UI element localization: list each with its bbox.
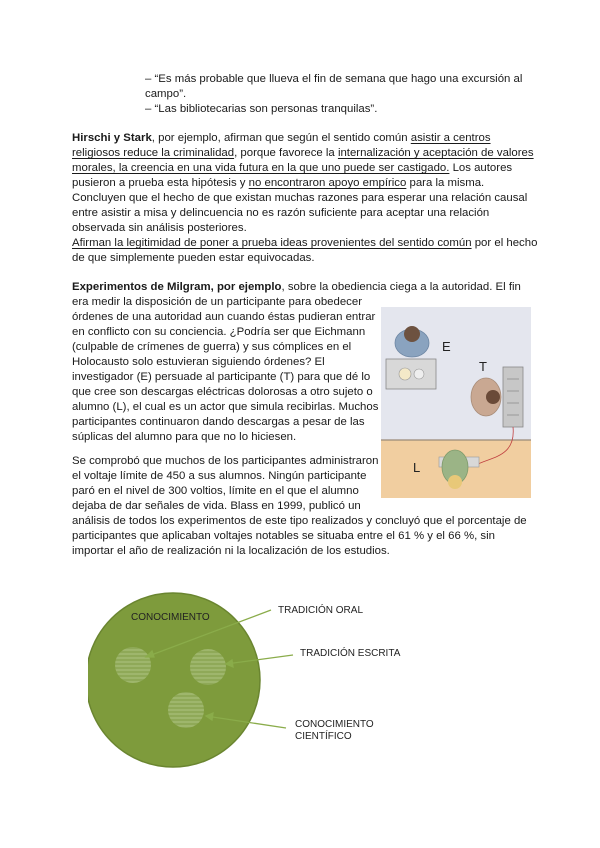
scientific-knowledge-label-2: CIENTÍFICO <box>295 731 352 742</box>
figure-label-t: T <box>479 359 487 374</box>
milgram-line: análisis de todos los experimentos de este tipo realizados y concluyó que el porcentaje de <box>72 515 527 527</box>
milgram-line: era medir la disposición de un participante para obedecer <box>72 296 363 308</box>
figure-label-e: E <box>442 339 451 354</box>
milgram-line: dejaba de dar señales de vida. Blass en 1999, publicó un <box>72 500 361 512</box>
milgram-line: investigador (E) persuade al participante (T) para que dé lo <box>72 371 371 383</box>
scientific-knowledge-label-1: CONOCIMIENTO <box>295 719 374 730</box>
experimenter-head <box>404 326 420 342</box>
hirschi-line-3: morales, la creencia en una vida futura en la que uno puede ser castigado. Los autores <box>72 162 513 174</box>
milgram-line: (culpable de crímenes de guerra) y sus cómplices en el <box>72 341 352 353</box>
scientific-knowledge-circle <box>168 692 204 728</box>
milgram-experiment-figure <box>381 307 531 498</box>
milgram-line: participantes continuaron dando descargas a pesar de las <box>72 416 365 428</box>
written-tradition-circle <box>190 649 226 685</box>
hirschi-line-2: religiosos reduce la criminalidad, porque favorece la internalización y aceptación de valores <box>72 147 534 159</box>
hirschi-line-5: Concluyen que el hecho de que existan muchas razones para esperar una relación causal <box>72 192 528 204</box>
oral-tradition-label: TRADICIÓN ORAL <box>278 605 364 616</box>
hirschi-line-9: de que simplemente pueden estar equivocadas. <box>72 252 315 264</box>
milgram-line: Se comprobó que muchos de los participantes administraron <box>72 455 379 467</box>
bullet-line-3: – “Las bibliotecarias son personas tranquilas”. <box>145 103 378 115</box>
milgram-line: alumno (L), el cual es un actor que simula recibirlas. Muchos <box>72 401 379 413</box>
knowledge-label: CONOCIMIENTO <box>131 612 210 623</box>
teacher-head <box>486 390 500 404</box>
learner-head <box>448 475 462 489</box>
hirschi-line-6: entre asistir a misa y delincuencia no es razón suficiente para aceptar una relación <box>72 207 490 219</box>
milgram-line: el voltaje límite de 450 a sus alumnos. Ningún participante <box>72 470 367 482</box>
desk-dial-icon <box>414 369 424 379</box>
hirschi-line-1: Hirschi y Stark, por ejemplo, afirman que según el sentido común asistir a centros <box>72 132 491 144</box>
milgram-line: que cree son descargas eléctricas dolorosas a otro sujeto o <box>72 386 373 398</box>
hirschi-line-7: observada sin análisis posteriores. <box>72 222 247 234</box>
oral-tradition-circle <box>115 647 151 683</box>
written-tradition-label: TRADICIÓN ESCRITA <box>300 648 401 659</box>
milgram-line: Holocausto solo estuvieran siguiendo órdenes? El <box>72 356 325 368</box>
milgram-line: en conflicto con su conciencia. ¿Podría ser que Eichmann <box>72 326 366 338</box>
milgram-line: súplicas del alumno para que no lo hiciesen. <box>72 431 297 443</box>
milgram-line: importar el año de realización ni la localización de los estudios. <box>72 545 390 557</box>
milgram-line: paró en el nivel de 300 voltios, límite en el que el alumno <box>72 485 359 497</box>
bullet-line-2: campo”. <box>145 88 187 100</box>
shock-generator <box>503 367 523 427</box>
hirschi-line-8: Afirman la legitimidad de poner a prueba ideas provenientes del sentido común por el hecho <box>72 237 538 249</box>
hirschi-line-4: pusieron a prueba esta hipótesis y no encontraron apoyo empírico para la misma. <box>72 177 485 189</box>
milgram-line: órdenes de una autoridad aun cuando éstas pudieran entrar <box>72 311 376 323</box>
desk-dial-icon <box>399 368 411 380</box>
figure-label-l: L <box>413 460 421 475</box>
milgram-line: participantes que aplicaban voltajes notables se situaba entre el 61 % y el 66 %, sin <box>72 530 495 542</box>
knowledge-diagram <box>88 580 508 780</box>
milgram-line-1: Experimentos de Milgram, por ejemplo, sobre la obediencia ciega a la autoridad. El fin <box>72 281 521 293</box>
bullet-line-1: – “Es más probable que llueva el fin de semana que hago una excursión al <box>145 73 523 85</box>
